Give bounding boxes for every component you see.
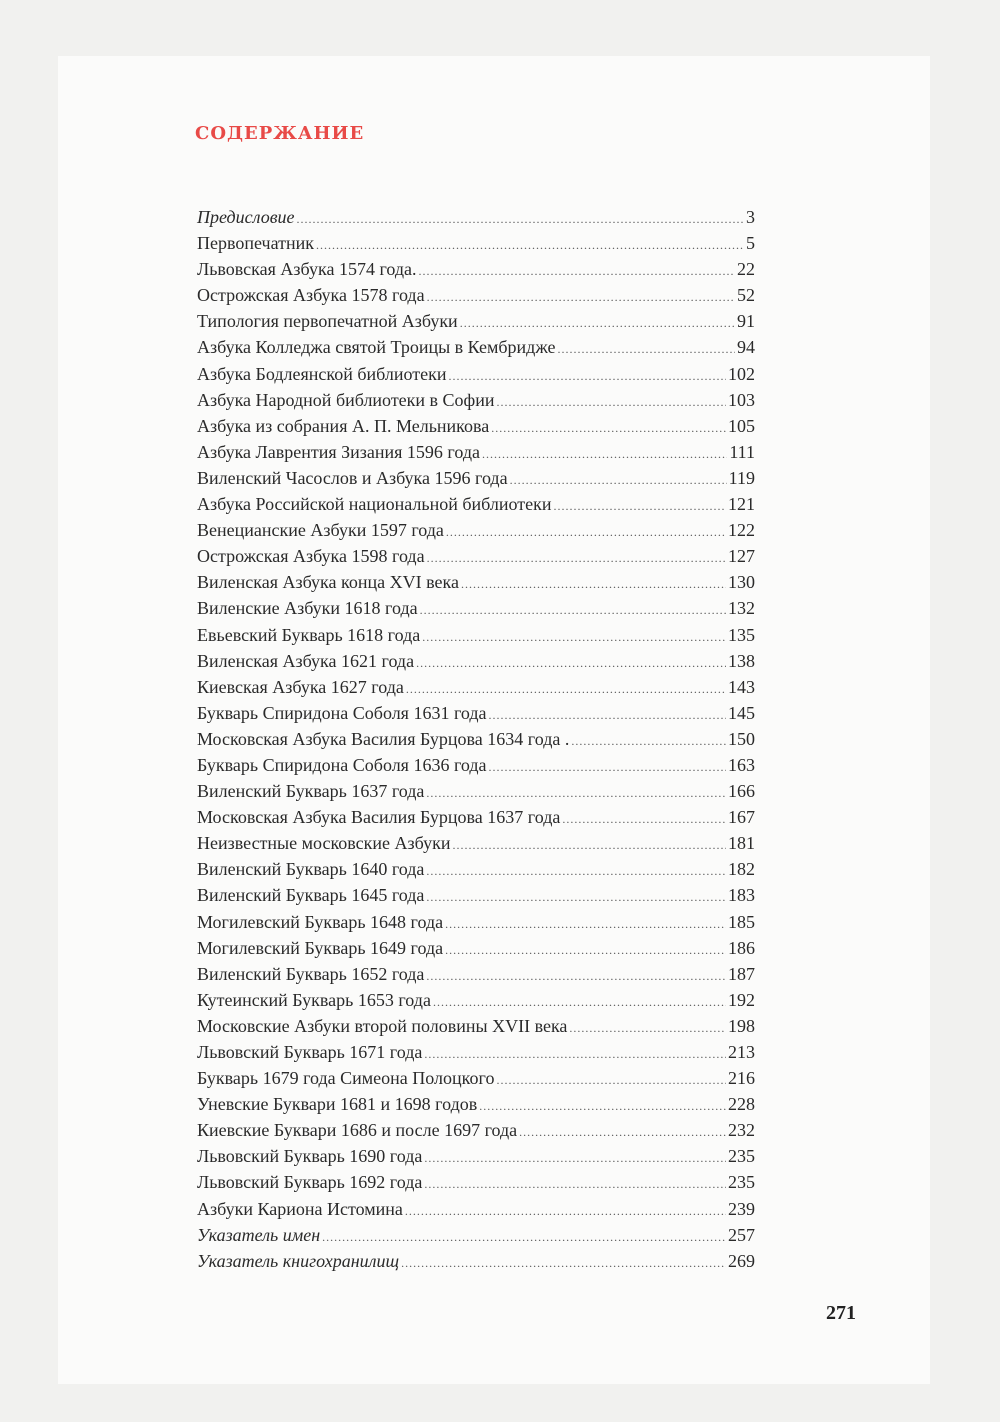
- toc-entry-title: Предисловие: [197, 207, 295, 227]
- toc-leader-dots: [479, 1093, 726, 1119]
- toc-entry[interactable]: [197, 856, 755, 882]
- toc-entry-page: 239: [728, 1198, 755, 1219]
- toc-entry[interactable]: [197, 1196, 755, 1222]
- toc-entry[interactable]: [197, 882, 755, 908]
- toc-entry-page: 111: [729, 441, 755, 462]
- toc-leader-dots: [562, 806, 726, 832]
- toc-leader-dots: [424, 1145, 726, 1171]
- toc-leader-dots: [496, 389, 726, 415]
- toc-leader-dots: [558, 336, 735, 362]
- toc-leader-dots: [416, 650, 726, 676]
- toc-entry[interactable]: [197, 1013, 755, 1039]
- toc-entry-page: 103: [728, 389, 755, 410]
- toc-entry-page: 150: [728, 728, 755, 749]
- toc-leader-dots: [460, 310, 735, 336]
- toc-entry-page: 198: [728, 1015, 755, 1036]
- toc-entry-page: 235: [728, 1146, 755, 1167]
- toc-entry-title: Кутеинский Букварь 1653 года: [197, 989, 431, 1010]
- toc-leader-dots: [496, 1067, 726, 1093]
- toc-entry[interactable]: [197, 256, 755, 282]
- toc-leader-dots: [322, 1224, 726, 1250]
- toc-leader-dots: [426, 780, 726, 806]
- toc-entry-page: 130: [728, 572, 755, 593]
- toc-entry[interactable]: [197, 465, 755, 491]
- toc-entry-title: Азбука Российской национальной библиотеки: [197, 494, 552, 515]
- toc-entry[interactable]: [197, 282, 755, 308]
- toc-entry-page: 102: [728, 363, 755, 384]
- toc-entry-page: 182: [728, 859, 755, 880]
- toc-entry-title: Киевская Азбука 1627 года: [197, 676, 404, 697]
- toc-entry-page: 52: [737, 285, 755, 306]
- toc-entry-page: 135: [728, 624, 755, 645]
- toc-entry[interactable]: [197, 726, 755, 752]
- toc-leader-dots: [446, 519, 726, 545]
- toc-leader-dots: [406, 676, 726, 702]
- toc-entry-title: Московская Азбука Василия Бурцова 1634 года .: [197, 728, 570, 749]
- toc-entry-page: 145: [728, 702, 755, 723]
- toc-entry-page: 138: [728, 650, 755, 671]
- toc-entry[interactable]: [197, 987, 755, 1013]
- toc-entry-title: Букварь Спиридона Соболя 1631 года: [197, 702, 487, 723]
- toc-entry-title: Острожская Азбука 1578 года: [197, 285, 425, 306]
- toc-entry-title: Уневские Буквари 1681 и 1698 годов: [197, 1094, 478, 1115]
- toc-entry[interactable]: [197, 909, 755, 935]
- toc-entry-page: 119: [728, 467, 755, 488]
- toc-entry-page: 166: [728, 781, 755, 802]
- toc-entry[interactable]: [197, 778, 755, 804]
- toc-entry-title: Виленские Азбуки 1618 года: [197, 598, 418, 619]
- contents-heading: содержание: [195, 116, 365, 145]
- toc-leader-dots: [445, 911, 726, 937]
- toc-leader-dots: [427, 545, 726, 571]
- toc-entry-page: 232: [728, 1120, 755, 1141]
- toc-entry-page: 127: [728, 546, 755, 567]
- toc-entry-page: 121: [728, 494, 755, 515]
- toc-entry-title: Острожская Азбука 1598 года: [197, 546, 425, 567]
- toc-entry-title: Московская Азбука Василия Бурцова 1637 года: [197, 807, 561, 828]
- toc-leader-dots: [519, 1119, 726, 1145]
- toc-leader-dots: [401, 1250, 726, 1276]
- toc-entry-page: 105: [728, 415, 755, 436]
- toc-entry[interactable]: [197, 569, 755, 595]
- toc-entry-page: 187: [728, 963, 755, 984]
- toc-entry[interactable]: [197, 439, 755, 465]
- toc-entry[interactable]: [197, 1143, 755, 1169]
- toc-leader-dots: [422, 624, 726, 650]
- toc-leader-dots: [510, 467, 727, 493]
- toc-entry[interactable]: [197, 334, 755, 360]
- toc-entry[interactable]: [197, 700, 755, 726]
- toc-leader-dots: [426, 963, 726, 989]
- toc-entry[interactable]: [197, 308, 755, 334]
- toc-entry[interactable]: [197, 491, 755, 517]
- toc-entry-title: Виленский Часослов и Азбука 1596 года: [197, 467, 508, 488]
- toc-entry-page: 216: [728, 1068, 755, 1089]
- toc-leader-dots: [426, 884, 726, 910]
- toc-entry-title: Букварь Спиридона Соболя 1636 года: [197, 754, 487, 775]
- toc-leader-dots: [445, 937, 726, 963]
- toc-entry-page: 94: [737, 337, 755, 358]
- toc-entry-title: Виленская Азбука конца XVI века: [197, 572, 459, 593]
- toc-entry-page: 132: [728, 598, 755, 619]
- toc-leader-dots: [571, 728, 726, 754]
- toc-leader-dots: [424, 1041, 726, 1067]
- toc-entry-title: Московские Азбуки второй половины XVII века: [197, 1015, 568, 1036]
- toc-entry-page: 91: [737, 311, 755, 332]
- toc-entry-title: Львовский Букварь 1690 года: [197, 1146, 423, 1167]
- table-of-contents: [197, 204, 755, 1274]
- toc-entry-title: Могилевский Букварь 1649 года: [197, 937, 444, 958]
- toc-leader-dots: [297, 206, 744, 232]
- toc-entry[interactable]: [197, 595, 755, 621]
- toc-entry[interactable]: [197, 622, 755, 648]
- toc-entry-page: 257: [728, 1224, 755, 1245]
- toc-entry-title: Венецианские Азбуки 1597 года: [197, 520, 444, 541]
- toc-entry[interactable]: [197, 935, 755, 961]
- toc-entry-page: 192: [728, 989, 755, 1010]
- toc-entry-page: 228: [728, 1094, 755, 1115]
- toc-leader-dots: [433, 989, 726, 1015]
- toc-leader-dots: [482, 441, 727, 467]
- toc-entry[interactable]: [197, 230, 755, 256]
- toc-entry-title: Азбука из собрания А. П. Мельникова: [197, 415, 490, 436]
- toc-entry-page: 5: [746, 233, 755, 254]
- toc-leader-dots: [489, 702, 726, 728]
- toc-entry-page: 163: [728, 754, 755, 775]
- toc-entry-page: 213: [728, 1042, 755, 1062]
- toc-leader-dots: [424, 1171, 726, 1197]
- toc-entry[interactable]: [197, 543, 755, 569]
- toc-leader-dots: [569, 1015, 726, 1041]
- toc-leader-dots: [554, 493, 727, 519]
- toc-entry-title: Азбука Колледжа святой Троицы в Кембридже: [197, 337, 556, 358]
- toc-leader-dots: [427, 284, 735, 310]
- toc-leader-dots: [461, 571, 726, 597]
- toc-leader-dots: [426, 858, 726, 884]
- toc-entry-title: Типология первопечатной Азбуки: [197, 311, 458, 332]
- toc-entry[interactable]: [197, 1117, 755, 1143]
- toc-entry-title: Евьевский Букварь 1618 года: [197, 624, 421, 645]
- toc-entry[interactable]: [197, 830, 755, 856]
- toc-entry-title: Виленский Букварь 1645 года: [197, 885, 425, 906]
- toc-entry-page: 143: [728, 676, 755, 697]
- toc-entry[interactable]: [197, 804, 755, 830]
- toc-entry[interactable]: [197, 204, 755, 230]
- toc-entry-title: Азбуки Кариона Истомина: [197, 1198, 403, 1219]
- toc-entry-title: Виленский Букварь 1652 года: [197, 963, 425, 984]
- toc-entry[interactable]: [197, 1222, 755, 1248]
- toc-entry[interactable]: [197, 387, 755, 413]
- toc-entry[interactable]: [197, 1169, 755, 1195]
- toc-entry-title: Азбука Народной библиотеки в Софии: [197, 389, 495, 410]
- toc-entry-page: 185: [728, 911, 755, 932]
- toc-entry-title: Львовская Азбука 1574 года.: [197, 259, 417, 280]
- toc-leader-dots: [405, 1198, 726, 1224]
- toc-entry-title: Указатель книгохранилищ: [197, 1250, 400, 1271]
- toc-entry[interactable]: [197, 1248, 755, 1274]
- toc-entry-title: Азбука Бодлеянской библиотеки: [197, 363, 447, 384]
- toc-entry-page: 269: [728, 1250, 755, 1271]
- page-number: 271: [826, 1302, 856, 1324]
- toc-entry[interactable]: [197, 752, 755, 778]
- toc-entry[interactable]: [197, 1091, 755, 1117]
- toc-leader-dots: [419, 258, 735, 284]
- toc-entry-page: 22: [737, 259, 755, 280]
- toc-entry-page: 167: [728, 807, 755, 828]
- toc-entry-title: Виленский Букварь 1637 года: [197, 781, 425, 802]
- toc-leader-dots: [420, 597, 726, 623]
- toc-entry-page: 181: [728, 833, 755, 854]
- toc-entry[interactable]: [197, 517, 755, 543]
- toc-entry-page: 186: [728, 937, 755, 958]
- toc-entry[interactable]: [197, 1065, 755, 1091]
- toc-entry-title: Львовский Букварь 1671 года: [197, 1042, 423, 1062]
- toc-entry[interactable]: [197, 413, 755, 439]
- toc-entry[interactable]: [197, 1039, 755, 1065]
- toc-leader-dots: [489, 754, 726, 780]
- toc-entry-title: Первопечатник: [197, 233, 314, 254]
- toc-entry-page: 235: [728, 1172, 755, 1193]
- toc-leader-dots: [491, 415, 726, 441]
- toc-entry-title: Неизвестные московские Азбуки: [197, 833, 451, 854]
- toc-entry-page: 122: [728, 520, 755, 541]
- toc-leader-dots: [316, 232, 744, 258]
- toc-entry-title: Букварь 1679 года Симеона Полоцкого: [197, 1068, 495, 1089]
- toc-entry-page: 3: [746, 207, 755, 227]
- toc-entry-title: Львовский Букварь 1692 года: [197, 1172, 423, 1193]
- toc-entry-title: Виленская Азбука 1621 года: [197, 650, 415, 671]
- toc-entry-title: Азбука Лаврентия Зизания 1596 года: [197, 441, 480, 462]
- toc-leader-dots: [448, 363, 726, 389]
- toc-entry-title: Киевские Буквари 1686 и после 1697 года: [197, 1120, 518, 1141]
- toc-entry[interactable]: [197, 674, 755, 700]
- toc-entry-title: Указатель имен: [197, 1224, 321, 1245]
- toc-entry[interactable]: [197, 648, 755, 674]
- toc-leader-dots: [453, 832, 726, 858]
- toc-entry[interactable]: [197, 361, 755, 387]
- toc-entry-page: 183: [728, 885, 755, 906]
- toc-entry-title: Виленский Букварь 1640 года: [197, 859, 425, 880]
- toc-entry-title: Могилевский Букварь 1648 года: [197, 911, 444, 932]
- toc-entry[interactable]: [197, 961, 755, 987]
